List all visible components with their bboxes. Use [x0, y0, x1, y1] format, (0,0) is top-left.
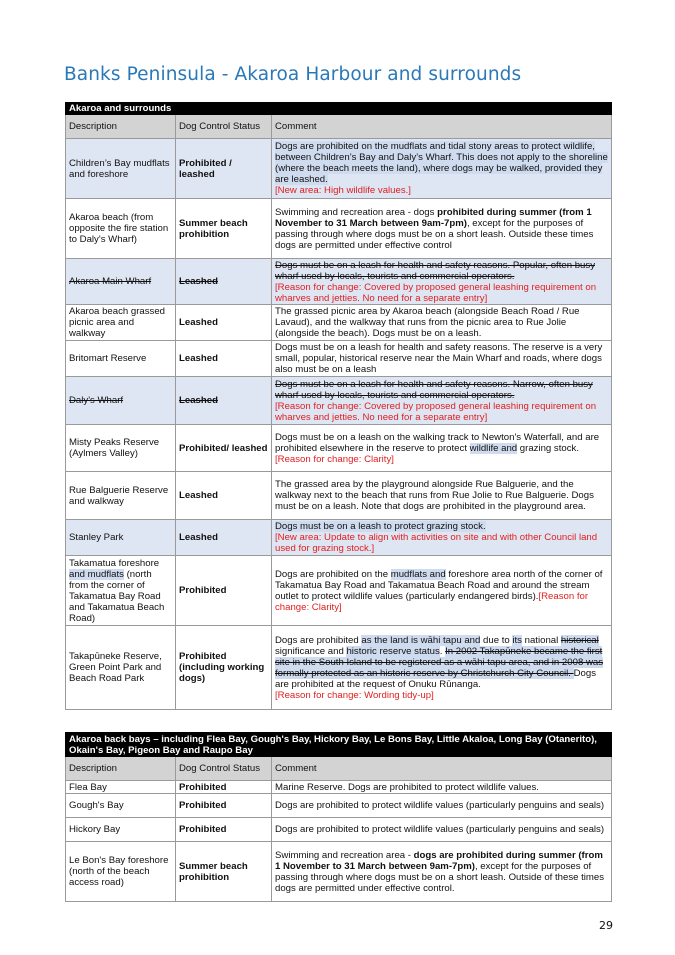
col-header-status: Dog Control Status — [176, 115, 272, 139]
table-row — [66, 472, 612, 520]
col-header-status: Dog Control Status — [176, 757, 272, 781]
row-status: Prohibited — [176, 818, 272, 842]
row-description: Daly's Wharf — [66, 377, 176, 425]
highlighted-text: as the land is wāhi tapu and — [361, 634, 481, 646]
col-header-comment: Comment — [272, 115, 612, 139]
description-text-cont: (north from the corner of Takamatua Bay Road and Takamatua Beach Road) — [69, 568, 165, 624]
highlighted-text: its — [512, 634, 522, 646]
table-row — [66, 139, 612, 199]
comment-text-cont: , except for the purposes of passing through where dogs must be on a short leash. Outside of these times dogs are permitted under effective control. — [275, 860, 605, 894]
row-status: Prohibited — [176, 794, 272, 818]
row-status: Summer beach prohibition — [176, 842, 272, 902]
table-row — [66, 305, 612, 341]
row-status: Prohibited (including working dogs) — [176, 626, 272, 710]
comment-text: Swimming and recreation area - dogs — [275, 206, 438, 218]
row-description: Stanley Park — [66, 520, 176, 556]
col-header-description: Description — [66, 115, 176, 139]
table-row — [66, 781, 612, 794]
table-row — [66, 259, 612, 305]
comment-text-cont: , except for the purposes of passing through where dogs must be on a short leash. Outside these times dogs are permitted under effective control — [275, 217, 594, 251]
row-description: Britomart Reserve — [66, 341, 176, 377]
comment-text: Dogs are prohibited — [275, 634, 362, 646]
comment-text: Swimming and recreation area - — [275, 849, 414, 861]
row-description: Gough's Bay — [66, 794, 176, 818]
row-status: Prohibited / leashed — [176, 139, 272, 199]
row-status: Summer beach prohibition — [176, 199, 272, 259]
row-comment: Marine Reserve. Dogs are prohibited to protect wildlife values. — [272, 781, 612, 794]
table-row — [66, 556, 612, 626]
row-status: Leashed — [176, 341, 272, 377]
row-comment: Dogs are prohibited to protect wildlife values (particularly penguins and seals) — [272, 794, 612, 818]
table-row — [66, 425, 612, 472]
row-comment — [272, 199, 612, 259]
row-status: Prohibited — [176, 556, 272, 626]
description-text: Takamatua foreshore — [69, 557, 160, 569]
table-heading: Akaroa back bays – including Flea Bay, Gough's Bay, Hickory Bay, Le Bons Bay, Little Akaloa, Long Bay (Otanerito), Okain's Bay, Pigeon Bay and Raupo Bay — [66, 733, 612, 757]
row-status: Leashed — [176, 520, 272, 556]
comment-text: Dogs must be on a leash on the walking track to Newton's Waterfall, and are prohibited elsewhere in the reserve to protect — [275, 431, 600, 454]
table-row — [66, 818, 612, 842]
row-comment — [272, 520, 612, 556]
row-status: Prohibited/ leashed — [176, 425, 272, 472]
akaroa-surrounds-table — [65, 102, 612, 710]
comment-text-cont: grazing stock. — [517, 442, 579, 454]
col-header-comment: Comment — [272, 757, 612, 781]
change-reason: [New area: Update to align with activities on site and with other Council land used for grazing stock.] — [275, 532, 598, 554]
table-row — [66, 341, 612, 377]
table-row — [66, 626, 612, 710]
table-row — [66, 794, 612, 818]
change-reason: [Reason for change: Clarity] — [275, 590, 589, 613]
table-row — [66, 199, 612, 259]
highlighted-text: wildlife and — [469, 442, 518, 454]
row-description: Rue Balguerie Reserve and walkway — [66, 472, 176, 520]
comment-text: due to — [480, 634, 513, 646]
change-reason: [Reason for change: Wording tidy-up] — [275, 689, 434, 701]
comment-bold: dogs are prohibited during summer (from 1 November to 31 March between 9am-7pm) — [275, 849, 603, 872]
col-header-description: Description — [66, 757, 176, 781]
comment-text: national — [521, 634, 561, 646]
change-reason: [Reason for change: Covered by proposed general leashing requirement on wharves and jetties. No need for a separate entry] — [275, 400, 597, 423]
row-comment — [272, 626, 612, 710]
deleted-text: In 2002 Takapūneke became the first site in the South Island to be registered as a wāhi tapu area, and in 2008 was formally protected as an historic reserve by Christchurch City Council. — [275, 645, 604, 679]
row-comment: Dogs must be on a leash for health and safety reasons. The reserve is a very small, popular, historical reserve near the Main Wharf and roads, where dogs also must be on a leash — [272, 341, 612, 377]
table-heading: Akaroa and surrounds — [66, 103, 612, 115]
row-status: Leashed — [176, 259, 272, 305]
row-comment — [272, 377, 612, 425]
row-description: Akaroa Main Wharf — [66, 259, 176, 305]
table-row — [66, 520, 612, 556]
row-description: Le Bon's Bay foreshore (north of the beach access road) — [66, 842, 176, 902]
comment-text: significance and — [275, 645, 347, 657]
comment-text: Dogs are prohibited on the mudflats and tidal stony areas to protect wildlife, between Children’s Bay and Daly’s Wharf. This does not apply to the shoreline (where the beach meets the land), where dogs may be walked, provided they are leashed. — [275, 141, 608, 185]
row-comment — [272, 259, 612, 305]
comment-text: . — [439, 645, 446, 657]
highlighted-text: historic reserve status — [346, 645, 440, 657]
row-status: Leashed — [176, 305, 272, 341]
row-comment — [272, 842, 612, 902]
row-description: Takapūneke Reserve, Green Point Park and Beach Road Park — [66, 626, 176, 710]
row-description: Akaroa beach grassed picnic area and walkway — [66, 305, 176, 341]
comment-bold: prohibited during summer (from 1 November to 31 March between 9am-7pm) — [275, 206, 592, 229]
comment-text: Dogs must be on a leash to protect grazing stock. — [275, 521, 486, 532]
change-reason: [New area: High wildlife values.] — [275, 185, 411, 196]
row-description: Misty Peaks Reserve (Aylmers Valley) — [66, 425, 176, 472]
highlighted-text: and mudflats — [69, 568, 124, 580]
row-description: Flea Bay — [66, 781, 176, 794]
table-row — [66, 377, 612, 425]
page-title: Banks Peninsula - Akaroa Harbour and surrounds — [64, 64, 522, 85]
row-status: Leashed — [176, 472, 272, 520]
row-status: Prohibited — [176, 781, 272, 794]
row-comment: Dogs are prohibited to protect wildlife values (particularly penguins and seals) — [272, 818, 612, 842]
comment-text: Dogs are prohibited at the request of Onuku Rūnanga. — [275, 667, 596, 690]
deleted-text: historical — [560, 634, 599, 646]
row-comment — [272, 556, 612, 626]
row-status: Leashed — [176, 377, 272, 425]
deleted-text: Dogs must be on a leash for health and safety reasons. Narrow, often busy wharf used by locals, tourists and commercial operators. — [275, 378, 593, 401]
row-description: Akaroa beach (from opposite the fire station to Daly's Wharf) — [66, 199, 176, 259]
row-comment: The grassed area by the playground alongside Rue Balguerie, and the walkway next to the beach that runs from Rue Jolie to Rue Balguerie. Dogs must be on a leash. Note that dogs are prohibited in the playground area. — [272, 472, 612, 520]
table-row — [66, 842, 612, 902]
page-number: 29 — [599, 919, 613, 932]
row-description: Hickory Bay — [66, 818, 176, 842]
highlighted-text: mudflats and — [390, 568, 446, 580]
row-description: Children’s Bay mudflats and foreshore — [66, 139, 176, 199]
comment-text: Dogs are prohibited on the — [275, 568, 391, 580]
row-comment — [272, 425, 612, 472]
comment-text-cont: foreshore area north of the corner of Takamatua Bay Road and Takamatua Beach Road and around the stream outlet to protect wildlife values (particularly endangered birds). — [275, 568, 603, 602]
row-description — [66, 556, 176, 626]
row-comment — [272, 139, 612, 199]
change-reason: [Reason for change: Clarity] — [275, 453, 394, 465]
deleted-text: Dogs must be on a leash for health and safety reasons. Popular, often busy wharf used by locals, tourists and commercial operators. — [275, 259, 595, 282]
akaroa-back-bays-table — [65, 732, 612, 902]
change-reason: [Reason for change: Covered by proposed general leashing requirement on wharves and jetties. No need for a separate entry] — [275, 281, 597, 304]
row-comment: The grassed picnic area by Akaroa beach (alongside Beach Road / Rue Lavaud), and the walkway that runs from the picnic area to Rue Jolie (alongside the beach). Dogs must be on a leash. — [272, 305, 612, 341]
